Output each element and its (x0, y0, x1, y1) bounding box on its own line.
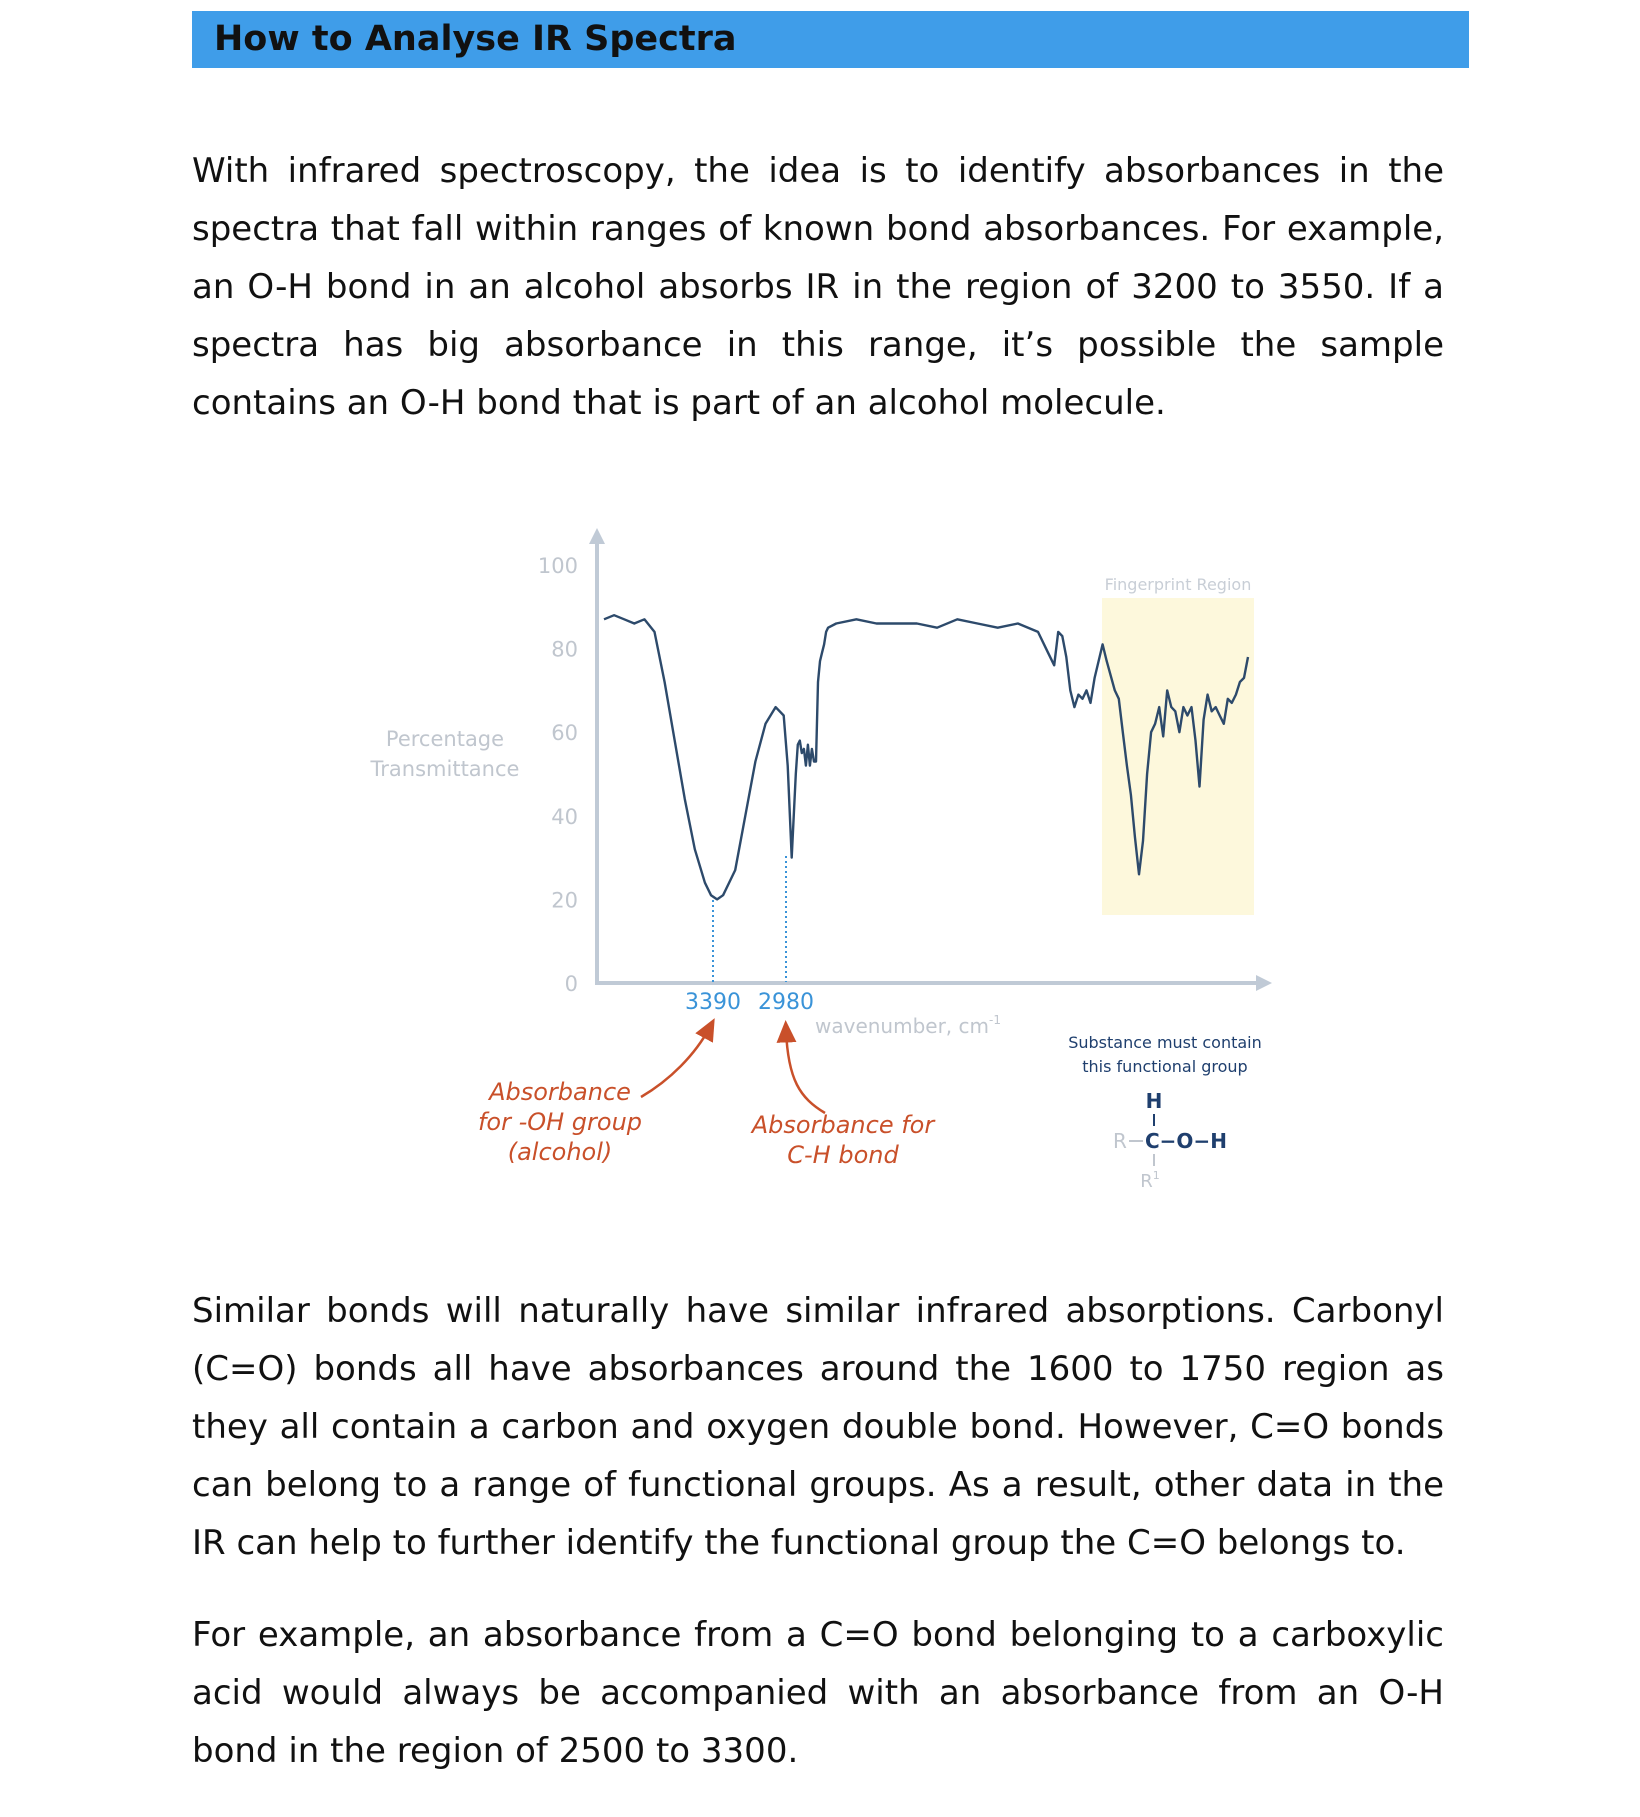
y-axis-arrow (589, 528, 605, 544)
x-axis-label (815, 1013, 1001, 1038)
y-axis-label-line2: Transmittance (370, 757, 520, 781)
x-axis-arrow (1256, 975, 1272, 991)
formula-bottom-group-sup: 1 (1152, 1169, 1160, 1182)
ch-annotation-arrow (786, 1030, 825, 1113)
formula-top-atom: H (1145, 1089, 1163, 1113)
ch-annotation-line1: Absorbance for (751, 1111, 935, 1139)
oh-annotation-arrow (641, 1027, 710, 1097)
y-tick-label-80: 80 (551, 637, 578, 662)
ch-annotation-line2: C-H bond (787, 1141, 899, 1169)
x-axis-label-sup: -1 (989, 1013, 1001, 1027)
example-paragraph: For example, an absorbance from a C=O bond belonging to a carboxylic acid would always be accompanied with an absorbance from an O-H bond in the region of 2500 to 3300. (192, 1615, 1444, 1771)
oh-annotation-line3: (alcohol) (507, 1138, 613, 1166)
y-tick-label-100: 100 (537, 554, 578, 578)
page-title: How to Analyse IR Spectra (214, 19, 737, 59)
y-tick-label-0: 0 (564, 972, 578, 996)
formula-bottom-group (1140, 1169, 1160, 1192)
x-axis-label-text: wavenumber, cm (815, 1014, 990, 1038)
functional-group-caption-line1: Substance must contain (1068, 1033, 1262, 1052)
formula-bottom-group-text: R (1140, 1171, 1153, 1192)
marker-label-2980: 2980 (758, 990, 814, 1015)
oh-annotation-line1: Absorbance (489, 1078, 631, 1106)
intro-paragraph: With infrared spectroscopy, the idea is to identify absorbances in the spectra that fall within ranges of known bond absorbances. For example, an O-H bond in an alcohol absorbs IR in the region of 3200 to 3550. If a spectra has big absorbance in this range, it’s possible the sample contains an O-H bond that is part of an alcohol molecule. (192, 151, 1444, 423)
formula-main: C−O−H (1145, 1129, 1227, 1153)
formula-left-group: R (1113, 1129, 1127, 1153)
y-tick-label-40: 40 (551, 804, 578, 829)
similar-bonds-paragraph: Similar bonds will naturally have similar infrared absorptions. Carbonyl (C=O) bonds all have absorbances around the 1600 to 1750 region as they all contain a carbon and oxygen double bond. However, C=O bonds can belong to a range of functional groups. As a result, other data in the IR can help to further identify the functional group the C=O belongs to. (192, 1291, 1444, 1563)
oh-annotation-line2: for -OH group (477, 1108, 643, 1136)
functional-group-caption-line2: this functional group (1082, 1057, 1248, 1076)
marker-label-3390: 3390 (685, 990, 741, 1015)
y-tick-labels (538, 554, 578, 996)
y-tick-label-20: 20 (551, 888, 578, 913)
fingerprint-region-label: Fingerprint Region (1104, 575, 1252, 594)
y-tick-label-60: 60 (551, 721, 578, 746)
y-axis-label-line1: Percentage (385, 727, 505, 751)
